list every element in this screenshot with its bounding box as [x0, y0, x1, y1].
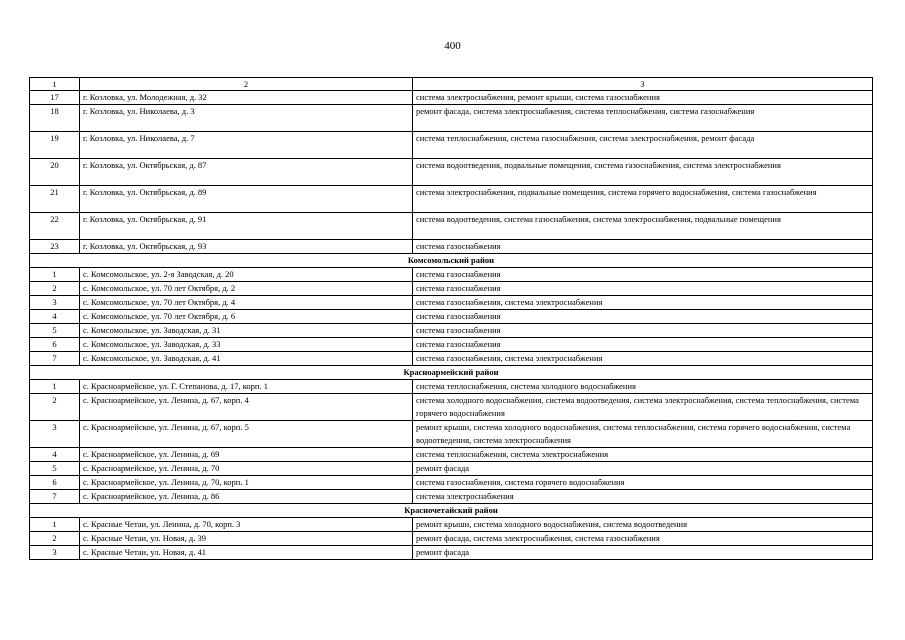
- row-address: с. Красные Четаи, ул. Новая, д. 41: [80, 546, 413, 560]
- table-row: [30, 296, 873, 310]
- row-works: система теплоснабжения, система электроснабжения: [413, 448, 873, 462]
- table-header-row: [30, 78, 873, 91]
- row-works: система газоснабжения, система электроснабжения: [413, 296, 873, 310]
- table-row: [30, 310, 873, 324]
- row-number: 18: [30, 105, 80, 132]
- table-row: [30, 352, 873, 366]
- row-address: с. Комсомольское, ул. Заводская, д. 31: [80, 324, 413, 338]
- row-works: система электроснабжения, подвальные помещения, система горячего водоснабжения, система газоснабжения: [413, 186, 873, 213]
- row-works: система холодного водоснабжения, система водоотведения, система электроснабжения, система теплоснабжения, система горячего водоснабжения: [413, 394, 873, 421]
- works-table-body: [30, 78, 873, 560]
- row-number: 2: [30, 532, 80, 546]
- works-table: [29, 77, 873, 560]
- row-works: система газоснабжения: [413, 338, 873, 352]
- row-address: с. Красные Четаи, ул. Новая, д. 39: [80, 532, 413, 546]
- district-header-row: [30, 254, 873, 268]
- table-row: [30, 546, 873, 560]
- row-number: 4: [30, 310, 80, 324]
- row-number: 5: [30, 324, 80, 338]
- row-address: г. Козловка, ул. Николаева, д. 3: [80, 105, 413, 132]
- row-works: система электроснабжения: [413, 490, 873, 504]
- row-number: 7: [30, 352, 80, 366]
- header-col-1: 1: [30, 78, 80, 91]
- row-works: система газоснабжения: [413, 324, 873, 338]
- row-works: система теплоснабжения, система холодного водоснабжения: [413, 380, 873, 394]
- row-address: с. Красноармейское, ул. Ленина, д. 70, корп. 1: [80, 476, 413, 490]
- row-number: 2: [30, 282, 80, 296]
- row-number: 17: [30, 91, 80, 105]
- table-row: [30, 380, 873, 394]
- row-works: система газоснабжения: [413, 240, 873, 254]
- district-header-row: [30, 504, 873, 518]
- row-number: 20: [30, 159, 80, 186]
- header-col-2: 2: [80, 78, 413, 91]
- table-row: [30, 462, 873, 476]
- row-works: ремонт фасада, система электроснабжения, система теплоснабжения, система газоснабжения: [413, 105, 873, 132]
- row-address: г. Козловка, ул. Николаева, д. 7: [80, 132, 413, 159]
- row-number: 4: [30, 448, 80, 462]
- table-row: [30, 91, 873, 105]
- row-address: с. Комсомольское, ул. 70 лет Октября, д. 2: [80, 282, 413, 296]
- row-number: 1: [30, 268, 80, 282]
- row-address: г. Козловка, ул. Октябрьская, д. 91: [80, 213, 413, 240]
- table-row: [30, 213, 873, 240]
- district-header-row: [30, 366, 873, 380]
- row-number: 23: [30, 240, 80, 254]
- row-number: 22: [30, 213, 80, 240]
- table-row: [30, 338, 873, 352]
- row-address: с. Комсомольское, ул. 2-я Заводская, д. 20: [80, 268, 413, 282]
- row-address: с. Красноармейское, ул. Ленина, д. 67, корп. 4: [80, 394, 413, 421]
- district-title: Комсомольский район: [30, 254, 873, 268]
- table-row: [30, 159, 873, 186]
- table-row: [30, 421, 873, 448]
- row-works: система электроснабжения, ремонт крыши, система газоснабжения: [413, 91, 873, 105]
- table-row: [30, 105, 873, 132]
- row-number: 5: [30, 462, 80, 476]
- row-address: с. Комсомольское, ул. Заводская, д. 41: [80, 352, 413, 366]
- table-row: [30, 132, 873, 159]
- table-row: [30, 186, 873, 213]
- row-number: 2: [30, 394, 80, 421]
- row-works: ремонт крыши, система холодного водоснабжения, система водоотведения: [413, 518, 873, 532]
- table-row: [30, 324, 873, 338]
- district-title: Красноармейский район: [30, 366, 873, 380]
- table-row: [30, 268, 873, 282]
- row-address: с. Красноармейское, ул. Ленина, д. 69: [80, 448, 413, 462]
- row-number: 7: [30, 490, 80, 504]
- district-title: Красночетайский район: [30, 504, 873, 518]
- row-address: с. Комсомольское, ул. 70 лет Октября, д. 6: [80, 310, 413, 324]
- row-works: система водоотведения, подвальные помещения, система газоснабжения, система электроснабжения: [413, 159, 873, 186]
- row-number: 3: [30, 421, 80, 448]
- row-address: с. Красноармейское, ул. Г. Степанова, д. 17, корп. 1: [80, 380, 413, 394]
- header-col-3: 3: [413, 78, 873, 91]
- table-row: [30, 532, 873, 546]
- table-row: [30, 240, 873, 254]
- row-number: 6: [30, 338, 80, 352]
- row-works: система газоснабжения: [413, 310, 873, 324]
- row-number: 3: [30, 546, 80, 560]
- row-works: ремонт фасада: [413, 462, 873, 476]
- row-address: с. Красные Четаи, ул. Ленина, д. 70, корп. 3: [80, 518, 413, 532]
- row-number: 1: [30, 518, 80, 532]
- row-address: г. Козловка, ул. Молодежная, д. 32: [80, 91, 413, 105]
- row-number: 19: [30, 132, 80, 159]
- row-address: г. Козловка, ул. Октябрьская, д. 89: [80, 186, 413, 213]
- row-works: ремонт фасада: [413, 546, 873, 560]
- row-number: 21: [30, 186, 80, 213]
- table-row: [30, 518, 873, 532]
- row-works: ремонт фасада, система электроснабжения, система газоснабжения: [413, 532, 873, 546]
- row-address: с. Красноармейское, ул. Ленина, д. 70: [80, 462, 413, 476]
- row-address: г. Козловка, ул. Октябрьская, д. 87: [80, 159, 413, 186]
- row-works: ремонт крыши, система холодного водоснабжения, система теплоснабжения, система горячего водоснабжения, система водоотведения, система электроснабжения: [413, 421, 873, 448]
- table-row: [30, 490, 873, 504]
- row-address: с. Красноармейское, ул. Ленина, д. 86: [80, 490, 413, 504]
- table-row: [30, 282, 873, 296]
- row-works: система газоснабжения, система горячего водоснабжения: [413, 476, 873, 490]
- page-number: 400: [444, 40, 461, 52]
- table-row: [30, 394, 873, 421]
- table-row: [30, 448, 873, 462]
- row-works: система газоснабжения: [413, 282, 873, 296]
- row-works: система теплоснабжения, система газоснабжения, система электроснабжения, ремонт фасада: [413, 132, 873, 159]
- row-works: система газоснабжения: [413, 268, 873, 282]
- row-address: г. Козловка, ул. Октябрьская, д. 93: [80, 240, 413, 254]
- row-address: с. Комсомольское, ул. Заводская, д. 33: [80, 338, 413, 352]
- row-address: с. Комсомольское, ул. 70 лет Октября, д. 4: [80, 296, 413, 310]
- row-works: система водоотведения, система газоснабжения, система электроснабжения, подвальные помещения: [413, 213, 873, 240]
- row-number: 1: [30, 380, 80, 394]
- row-address: с. Красноармейское, ул. Ленина, д. 67, корп. 5: [80, 421, 413, 448]
- table-row: [30, 476, 873, 490]
- row-works: система газоснабжения, система электроснабжения: [413, 352, 873, 366]
- row-number: 3: [30, 296, 80, 310]
- row-number: 6: [30, 476, 80, 490]
